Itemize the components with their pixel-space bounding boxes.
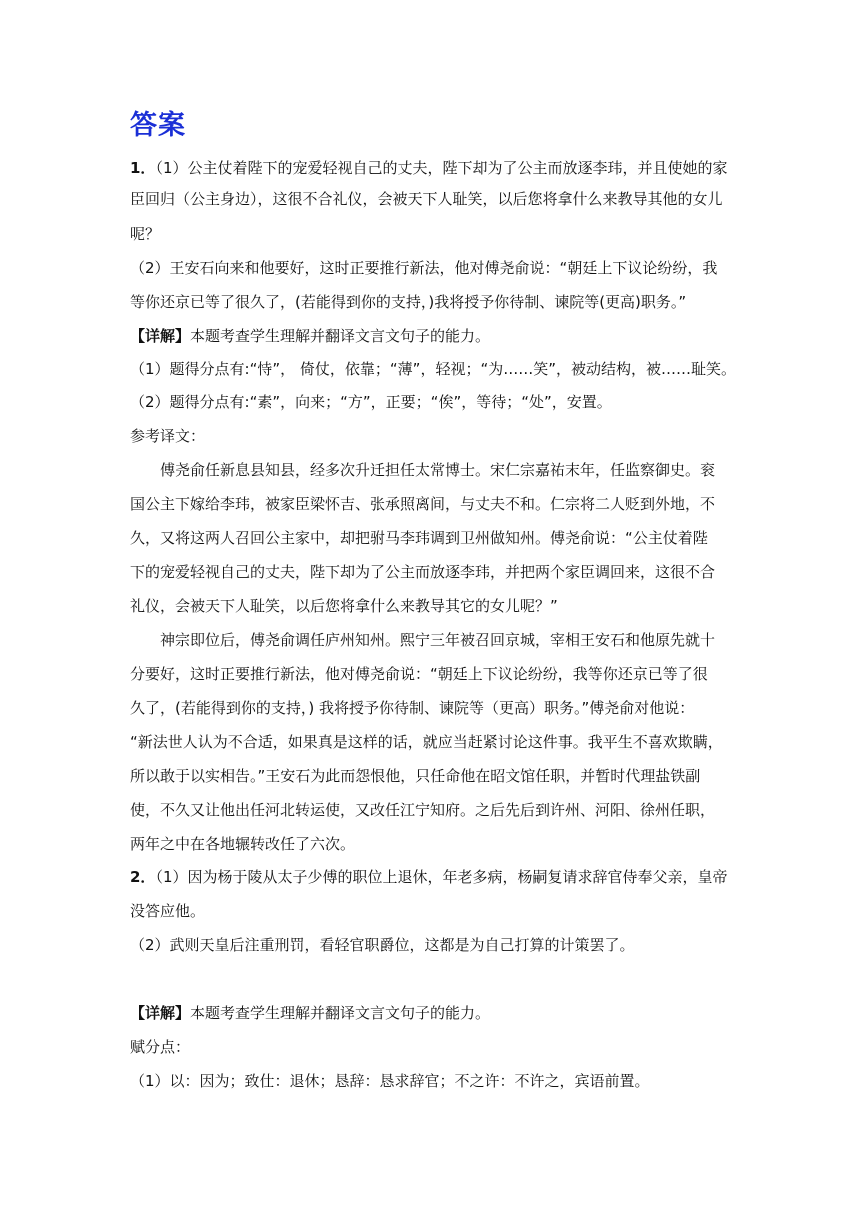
text-line: 傅尧俞任新息县知县，经多次升迁担任太常博士。宋仁宗嘉祐末年，任监察御史。衮 (160, 461, 716, 479)
answer-heading: 答案 (130, 110, 186, 141)
scoring-label: 赋分点： (130, 1038, 191, 1056)
line-text: 本题考查学生理解并翻译文言文句子的能力。 (190, 1004, 491, 1022)
text-line: 所以敢于以实相告。”王安石为此而怨恨他，只任命他在昭文馆任职，并暂时代理盐铁副 (130, 767, 701, 785)
detail-label: 【详解】 (130, 1004, 191, 1022)
text-line: 礼仪，会被天下人耻笑，以后您将拿什么来教导其它的女儿呢？” (130, 597, 558, 615)
text-line: 下的宠爱轻视自己的丈夫，陛下却为了公主而放逐李玮，并把两个家臣调回来，这很不合 (130, 563, 716, 581)
line-text: 本题考查学生理解并翻译文言文句子的能力。 (190, 327, 491, 345)
question-number: 2． (130, 868, 156, 886)
text-line: （2）武则天皇后注重刑罚，看轻官职爵位，这都是为自己打算的计策罢了。 (130, 936, 635, 954)
text-line: 神宗即位后，傅尧俞调任庐州知州。熙宁三年被召回京城，宰相王安石和他原先就十 (160, 631, 716, 649)
question-number: 1． (130, 159, 156, 177)
detail-line (130, 326, 490, 346)
text-line: 国公主下嫁给李玮，被家臣梁怀吉、张承照离间，与丈夫不和。仁宗将二人贬到外地，不 (130, 495, 716, 513)
text-line: 两年之中在各地辗转改任了六次。 (130, 835, 356, 853)
q2-answer-line (130, 867, 728, 887)
text-line: 使，不久又让他出任河北转运使，又改任江宁知府。之后先后到许州、河阳、徐州任职， (130, 801, 716, 819)
text-line: （2）王安石向来和他要好，这时正要推行新法，他对傅尧俞说：“朝廷上下议论纷纷，我 (130, 259, 718, 277)
text-line: 呢？ (130, 225, 161, 243)
text-line: 久，又将这两人召回公主家中，却把驸马李玮调到卫州做知州。傅尧俞说：“公主仗着陛 (130, 529, 708, 547)
text-line: “新法世人认为不合适，如果真是这样的话，就应当赶紧讨论这件事。我平生不喜欢欺瞒， (130, 733, 723, 751)
q1-answer-line (130, 158, 728, 178)
translation-label: 参考译文： (130, 427, 206, 445)
text-line: 久了，(若能得到你的支持，) 我将授予你待制、谏院等（更高）职务。”傅尧俞对他说： (130, 699, 695, 717)
detail-label: 【详解】 (130, 327, 191, 345)
text-line: 臣回归（公主身边），这很不合礼仪，会被天下人耻笑，以后您将拿什么来教导其他的女儿 (130, 190, 723, 208)
text-line: 等你还京已等了很久了，(若能得到你的支持，)我将授予你待制、谏院等(更高)职务。” (130, 293, 687, 311)
line-text: （1）因为杨于陵从太子少傅的职位上退休，年老多病，杨嗣复请求辞官侍奉父亲，皇帝 (155, 868, 728, 886)
text-line: （1）以：因为；致仕：退休；恳辞：恳求辞官；不之许：不许之，宾语前置。 (130, 1072, 650, 1090)
text-line: 分要好，这时正要推行新法，他对傅尧俞说：“朝廷上下议论纷纷，我等你还京已等了很 (130, 665, 708, 683)
line-text: （1）公主仗着陛下的宠爱轻视自己的丈夫，陛下却为了公主而放逐李玮，并且使她的家 (155, 159, 728, 177)
detail-line (130, 1003, 490, 1023)
text-line: （2）题得分点有:“素”，向来；“方”，正要；“俟”，等待；“处”，安置。 (130, 393, 612, 411)
text-line: 没答应他。 (130, 902, 206, 920)
text-line: （1）题得分点有:“恃”， 倚仗，依靠；“薄”，轻视；“为……笑”，被动结构，被……耻笑。 (130, 360, 736, 378)
